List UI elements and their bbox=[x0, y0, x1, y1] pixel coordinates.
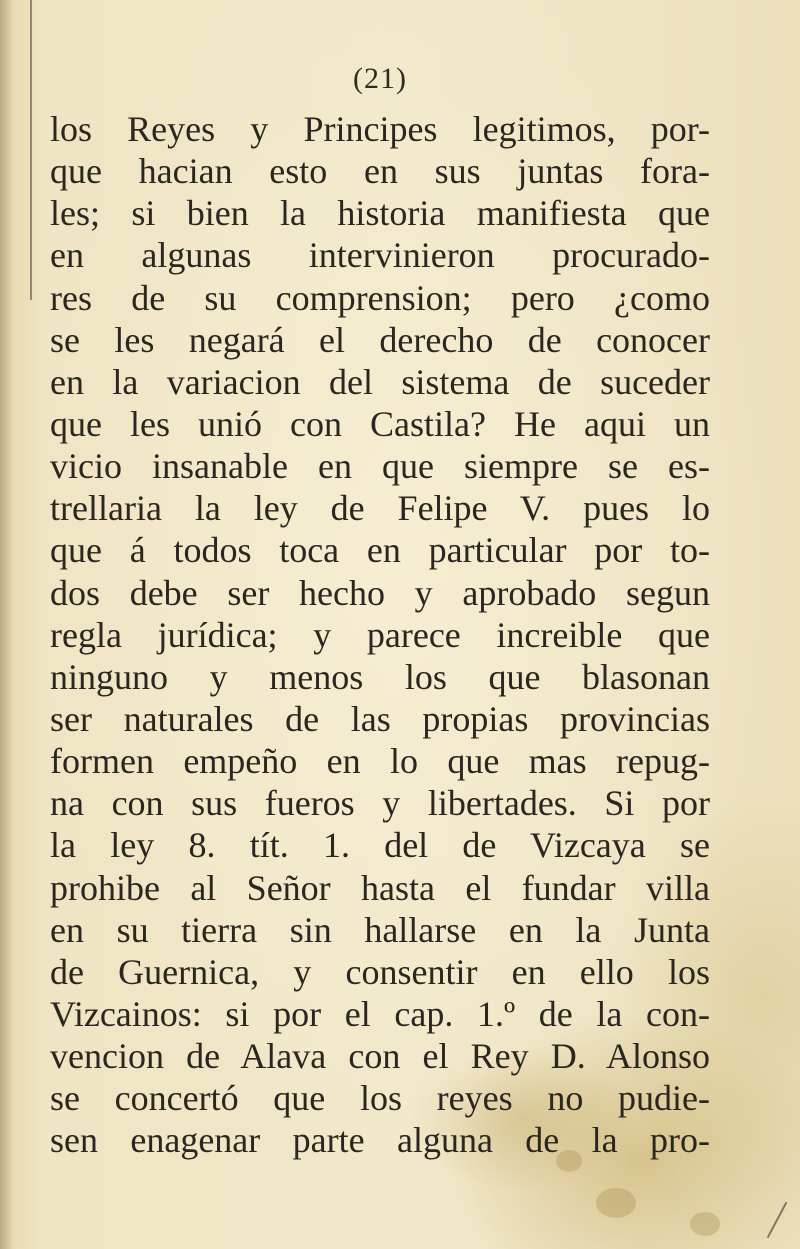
text-line: la ley 8. tít. 1. del de Vizcaya se bbox=[50, 825, 710, 866]
text-line: res de su comprension; pero ¿como bbox=[50, 277, 710, 318]
text-line: en su tierra sin hallarse en la Junta bbox=[50, 909, 710, 950]
text-line: prohibe al Señor hasta el fundar villa bbox=[50, 867, 710, 908]
text-line: en la variacion del sistema de suceder bbox=[50, 361, 710, 402]
text-line: que á todos toca en particular por to- bbox=[50, 530, 710, 571]
page-corner-mark bbox=[767, 1202, 788, 1238]
page-number: (21) bbox=[353, 62, 407, 95]
text-line: se les negará el derecho de conocer bbox=[50, 319, 710, 360]
text-line: los Reyes y Principes legitimos, por- bbox=[50, 109, 710, 149]
paper-stain bbox=[690, 1212, 720, 1236]
text-line: ser naturales de las propias provincias bbox=[50, 698, 710, 739]
body-text bbox=[50, 108, 710, 1162]
text-line: en algunas intervinieron procurado- bbox=[50, 235, 710, 276]
binding-rule bbox=[30, 0, 32, 300]
text-line: vencion de Alava con el Rey D. Alonso bbox=[50, 1036, 710, 1077]
text-line: formen empeño en lo que mas repug- bbox=[50, 741, 710, 782]
text-line: que les unió con Castila? He aqui un bbox=[50, 403, 710, 444]
page-binding-edge bbox=[0, 0, 14, 1249]
text-line: que hacian esto en sus juntas fora- bbox=[50, 151, 710, 192]
text-line: les; si bien la historia manifiesta que bbox=[50, 193, 710, 234]
text-line: de Guernica, y consentir en ello los bbox=[50, 951, 710, 992]
paper-stain bbox=[596, 1188, 636, 1218]
paper-stain bbox=[556, 1150, 582, 1172]
text-line: se concertó que los reyes no pudie- bbox=[50, 1078, 710, 1119]
text-line: vicio insanable en que siempre se es- bbox=[50, 446, 710, 487]
text-line: sen enagenar parte alguna de la pro- bbox=[50, 1120, 710, 1161]
text-line: regla jurídica; y parece increible que bbox=[50, 614, 710, 655]
text-line: dos debe ser hecho y aprobado segun bbox=[50, 572, 710, 613]
text-line: ninguno y menos los que blasonan bbox=[50, 656, 710, 697]
text-line: Vizcainos: si por el cap. 1.º de la con- bbox=[50, 993, 710, 1034]
text-line: na con sus fueros y libertades. Si por bbox=[50, 783, 710, 824]
text-line: trellaria la ley de Felipe V. pues lo bbox=[50, 488, 710, 529]
